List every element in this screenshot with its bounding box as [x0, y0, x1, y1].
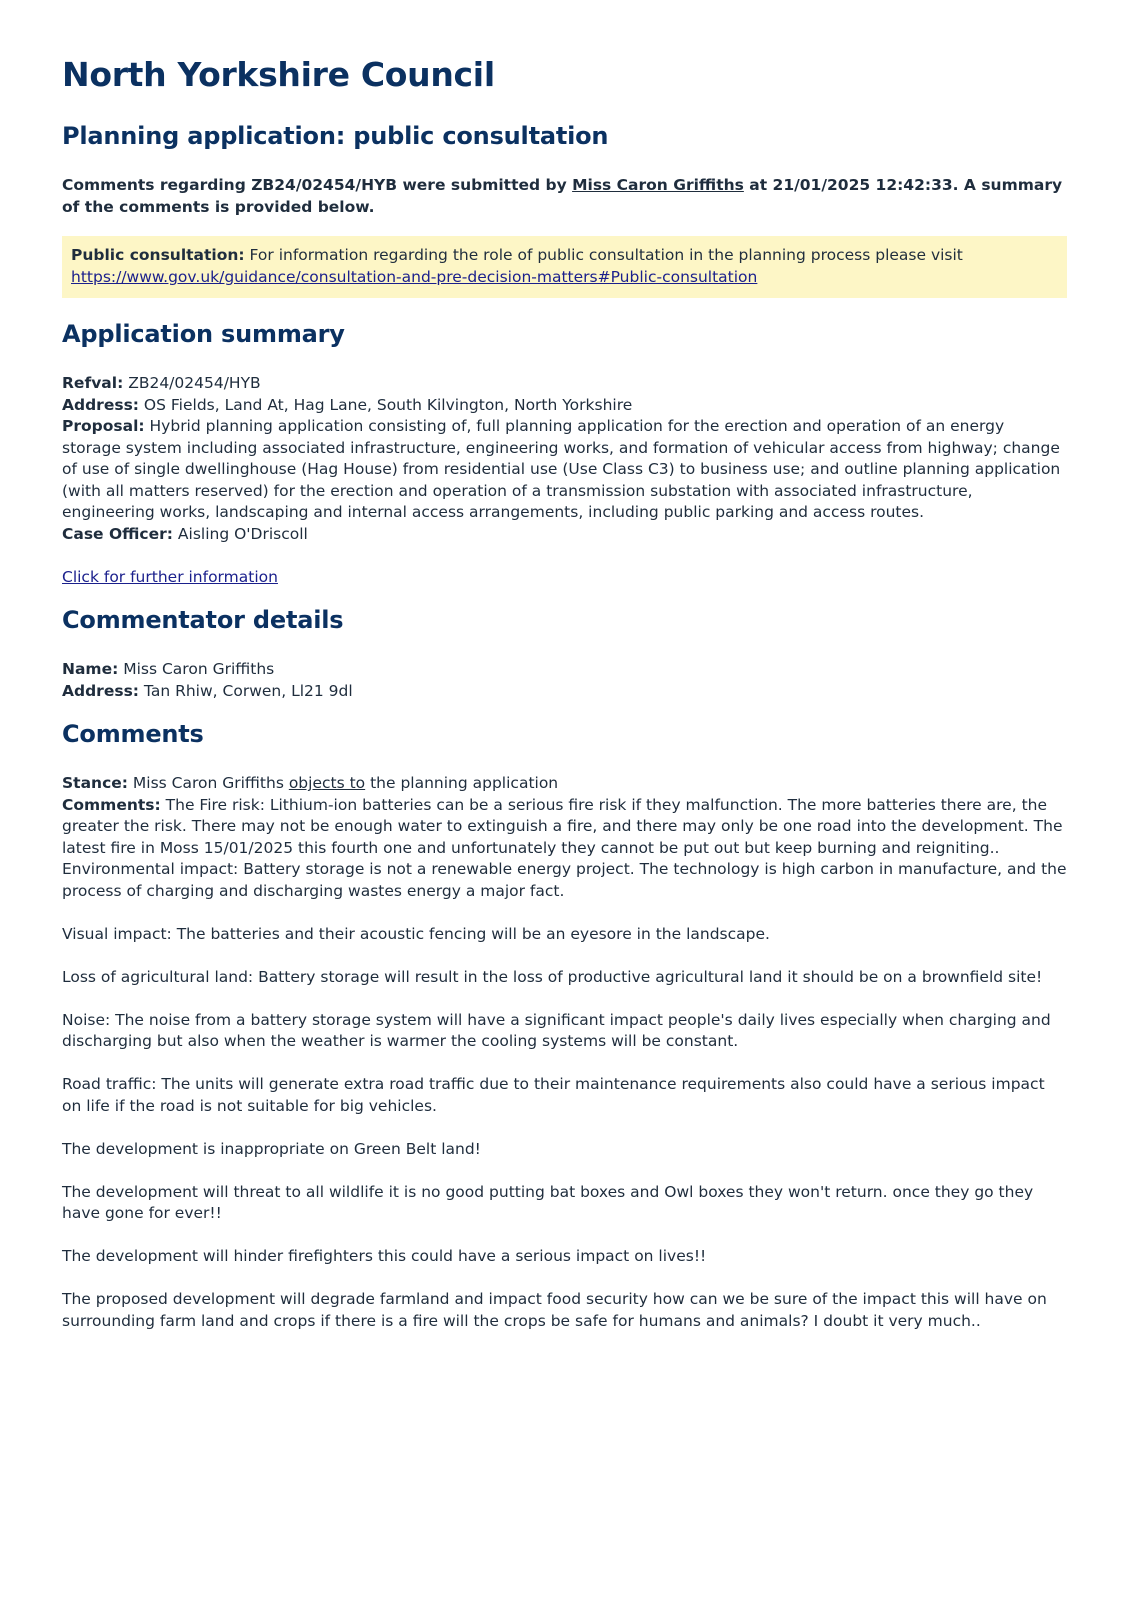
further-information-link[interactable]: Click for further information	[62, 567, 278, 586]
comments-label: Comments:	[62, 795, 161, 814]
address-value: OS Fields, Land At, Hag Lane, South Kilvington, North Yorkshire	[139, 395, 633, 414]
submission-intro	[62, 174, 1067, 218]
address-row	[62, 395, 1067, 417]
consultation-guidance-link[interactable]: https://www.gov.uk/guidance/consultation-and-pre-decision-matters#Public-consultation	[71, 268, 758, 286]
proposal-row	[62, 416, 1067, 524]
comment-agricultural: Loss of agricultural land: Battery storage will result in the loss of productive agricultural land it should be on a brownfield site!	[62, 967, 1043, 986]
stance-row	[62, 773, 1067, 795]
commentator-name-row	[62, 659, 1067, 681]
stance-rest: the planning application	[365, 774, 559, 792]
address-label: Address:	[62, 395, 139, 414]
case-officer-value: Aisling O'Driscoll	[172, 524, 308, 543]
comment-firefighters: The development will hinder firefighters this could have a serious impact on lives!!	[62, 1247, 707, 1265]
case-officer-row	[62, 524, 1067, 546]
application-summary-heading: Application summary	[62, 320, 345, 348]
submitter-name: Miss Caron Griffiths	[572, 176, 744, 194]
comments-heading: Comments	[62, 720, 204, 748]
comment-traffic: Road traffic: The units will generate extra road traffic due to their maintenance requirements also could have a serious impact on life if the road is not suitable for big vehicles.	[62, 1075, 1045, 1115]
page-subtitle: Planning application: public consultation	[62, 122, 609, 150]
refval-label: Refval:	[62, 374, 124, 392]
commentator-details-heading: Commentator details	[62, 606, 344, 634]
public-consultation-notice	[62, 236, 1067, 298]
comment-fire-risk	[62, 795, 1067, 860]
comment-visual: Visual impact: The batteries and their acoustic fencing will be an eyesore in the landscape.	[62, 924, 770, 943]
notice-label: Public consultation:	[71, 246, 245, 264]
council-title: North Yorkshire Council	[62, 55, 495, 94]
commentator-name-label: Name:	[62, 660, 119, 678]
application-summary	[62, 373, 1067, 588]
commentator-address-label: Address:	[62, 681, 139, 700]
comment-fire-text: The Fire risk: Lithium-ion batteries can be a serious fire risk if they malfunction. The more batteries there are, the greater the risk. There may not be enough water to extinguish a fire, and there may only be one road into the development. The latest fire in Moss 15/01/2025 this fourth one and unfortunately they cannot be put out but keep burning and reigniting..	[62, 795, 1063, 857]
refval-row	[62, 373, 1067, 395]
comment-noise: Noise: The noise from a battery storage system will have a significant impact people's daily lives especially when charging and discharging but also when the weather is warmer the cooling systems will be constant.	[62, 1010, 1051, 1050]
commentator-address-row	[62, 681, 1067, 703]
commentator-name-value: Miss Caron Griffiths	[118, 660, 275, 678]
stance-verb: objects to	[288, 774, 366, 792]
stance-name: Miss Caron Griffiths	[127, 774, 289, 792]
case-officer-label: Case Officer:	[62, 524, 173, 543]
commentator-details	[62, 659, 1067, 702]
comment-greenbelt: The development is inappropriate on Green Belt land!	[62, 1139, 481, 1158]
proposal-value: Hybrid planning application consisting of, full planning application for the erection and operation of an energy storage system including associated infrastructure, engineering works, and formation of vehicular access from highway; change of use of single dwellinghouse (Hag House) from residential use (Use Class C3) to business use; and outline planning application (with all matters reserved) for the erection and operation of a transmission substation with associated infrastructure, engineering works, landscaping and internal access arrangements, including public parking and access routes.	[62, 417, 1061, 521]
commentator-address-value: Tan Rhiw, Corwen, Ll21 9dl	[139, 681, 353, 700]
notice-text: For information regarding the role of public consultation in the planning process please visit	[244, 246, 963, 264]
comment-farmland: The proposed development will degrade farmland and impact food security how can we be sure of the impact this will have on surrounding farm land and crops if there is a fire will the crops be safe for humans and animals? I doubt it very much..	[62, 1290, 1047, 1330]
comments-body	[62, 773, 1067, 1332]
intro-prefix: Comments regarding ZB24/02454/HYB were submitted by	[62, 176, 573, 194]
intro-suffix: at 21/01/2025 12:42:33. A summary of the comments is provided below.	[62, 176, 1063, 216]
stance-label: Stance:	[62, 774, 128, 792]
document-page	[62, 0, 1067, 1332]
refval-value: ZB24/02454/HYB	[123, 374, 261, 392]
proposal-label: Proposal:	[62, 417, 145, 435]
comment-wildlife: The development will threat to all wildlife it is no good putting bat boxes and Owl boxes they won't return. once they go they have gone for ever!!	[62, 1182, 1034, 1222]
comment-environmental: Environmental impact: Battery storage is not a renewable energy project. The technology is high carbon in manufacture, and the process of charging and discharging wastes energy a major fact.	[62, 860, 1067, 900]
